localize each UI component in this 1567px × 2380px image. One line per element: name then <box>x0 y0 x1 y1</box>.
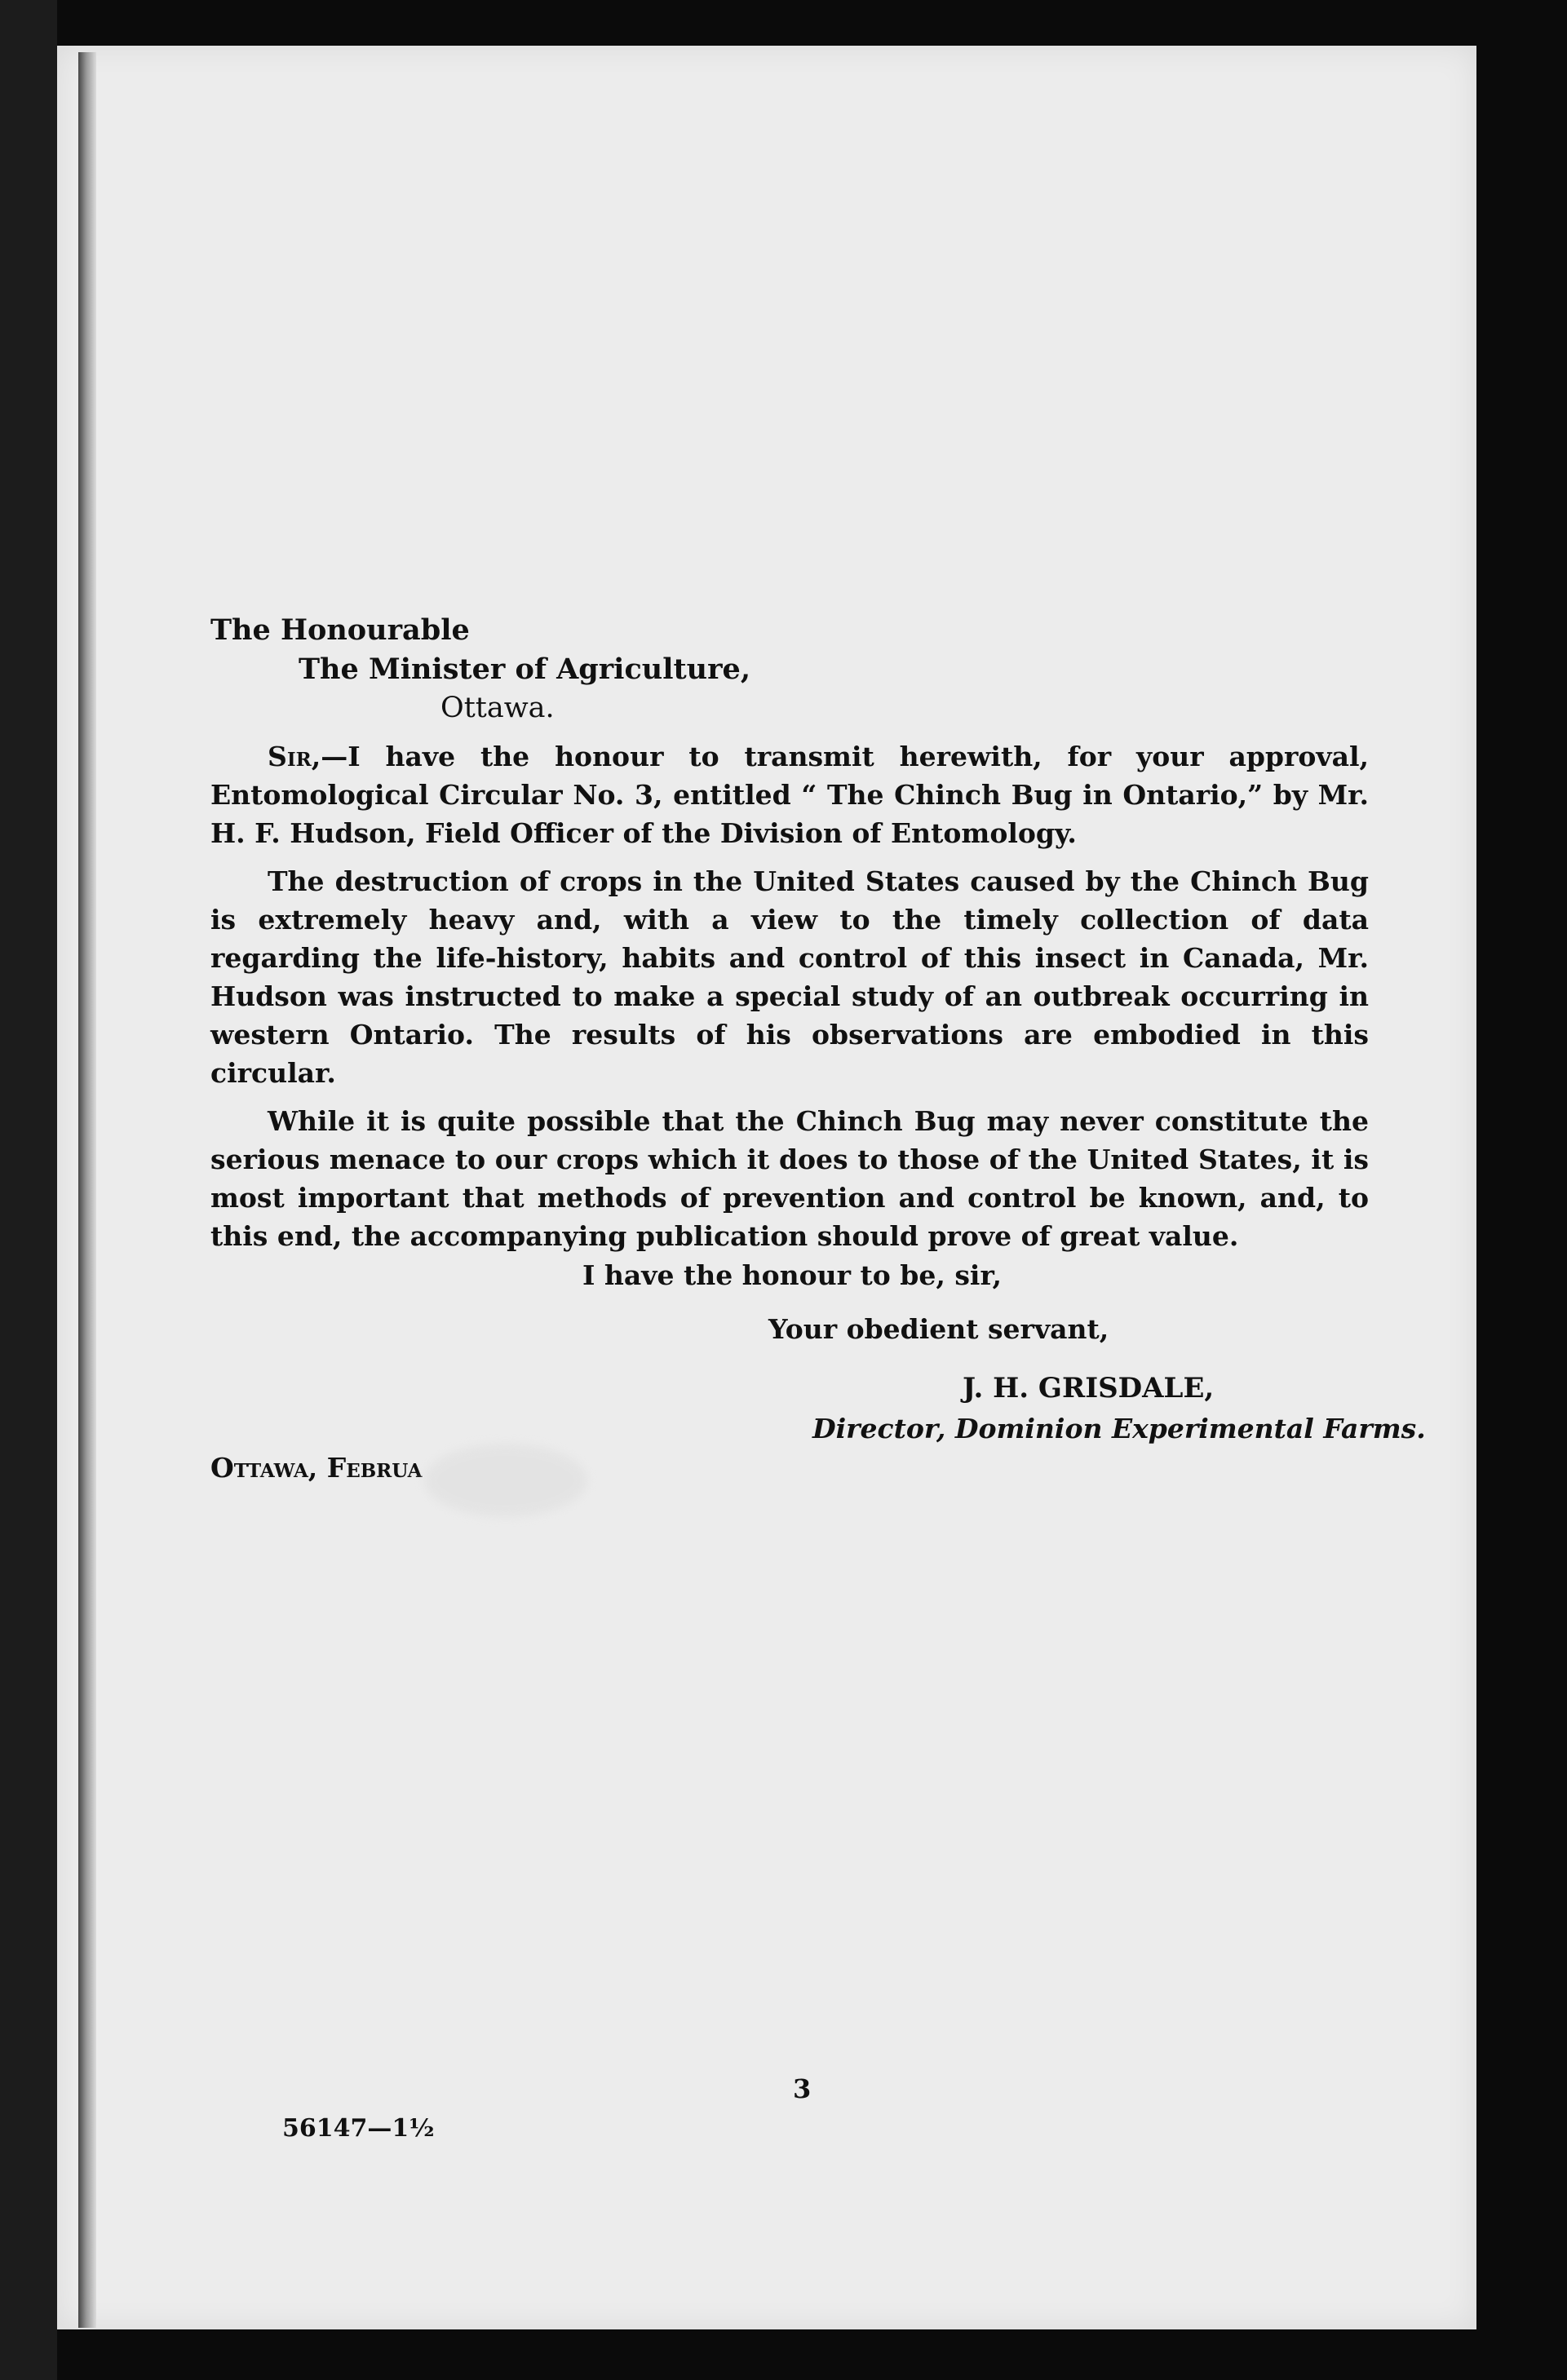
scan-edge <box>0 0 57 2380</box>
address-line-1: The Honourable <box>210 613 470 647</box>
salutation: Sir, <box>268 741 321 772</box>
closing-line-1: I have the honour to be, sir, <box>582 1259 1002 1291</box>
page-binding-shadow <box>78 52 96 2328</box>
signature-name: J. H. GRISDALE, <box>963 1372 1215 1405</box>
signature-title: Director, Dominion Experimental Farms. <box>812 1413 1426 1444</box>
page-number: 3 <box>793 2073 812 2104</box>
paragraph-1-text: —I have the honour to transmit herewith, for your approval, Entomological Circular No. 3, entitled “ The Chinch Bug in Ontario,” by Mr. H. F. Hudson, Field Officer of the Division of Entomology. <box>210 741 1369 849</box>
closing-line-2: Your obedient servant, <box>768 1313 1109 1345</box>
letter-body <box>210 737 1369 1255</box>
dateline: Ottawa, Februa <box>210 1452 423 1484</box>
address-line-2: The Minister of Agriculture, <box>299 653 751 686</box>
ink-smudge <box>424 1444 587 1517</box>
paragraph-2: The destruction of crops in the United States caused by the Chinch Bug is extremely heavy and, with a view to the timely collection of data regarding the life-history, habits and control of this insect in Canada, Mr. Hudson was instructed to make a special study of an outbreak occurring in western Ontario. The results of his observations are embodied in this circular. <box>210 865 1369 1089</box>
address-line-3: Ottawa. <box>440 692 555 724</box>
print-code: 56147—1½ <box>282 2114 435 2143</box>
paragraph-1 <box>210 737 1369 852</box>
paragraph-3: While it is quite possible that the Chinch Bug may never constitute the serious menace to our crops which it does to those of the United States, it is most important that methods of prevention and control be known, and, to this end, the accompanying publication should prove of great value. <box>210 1105 1369 1252</box>
